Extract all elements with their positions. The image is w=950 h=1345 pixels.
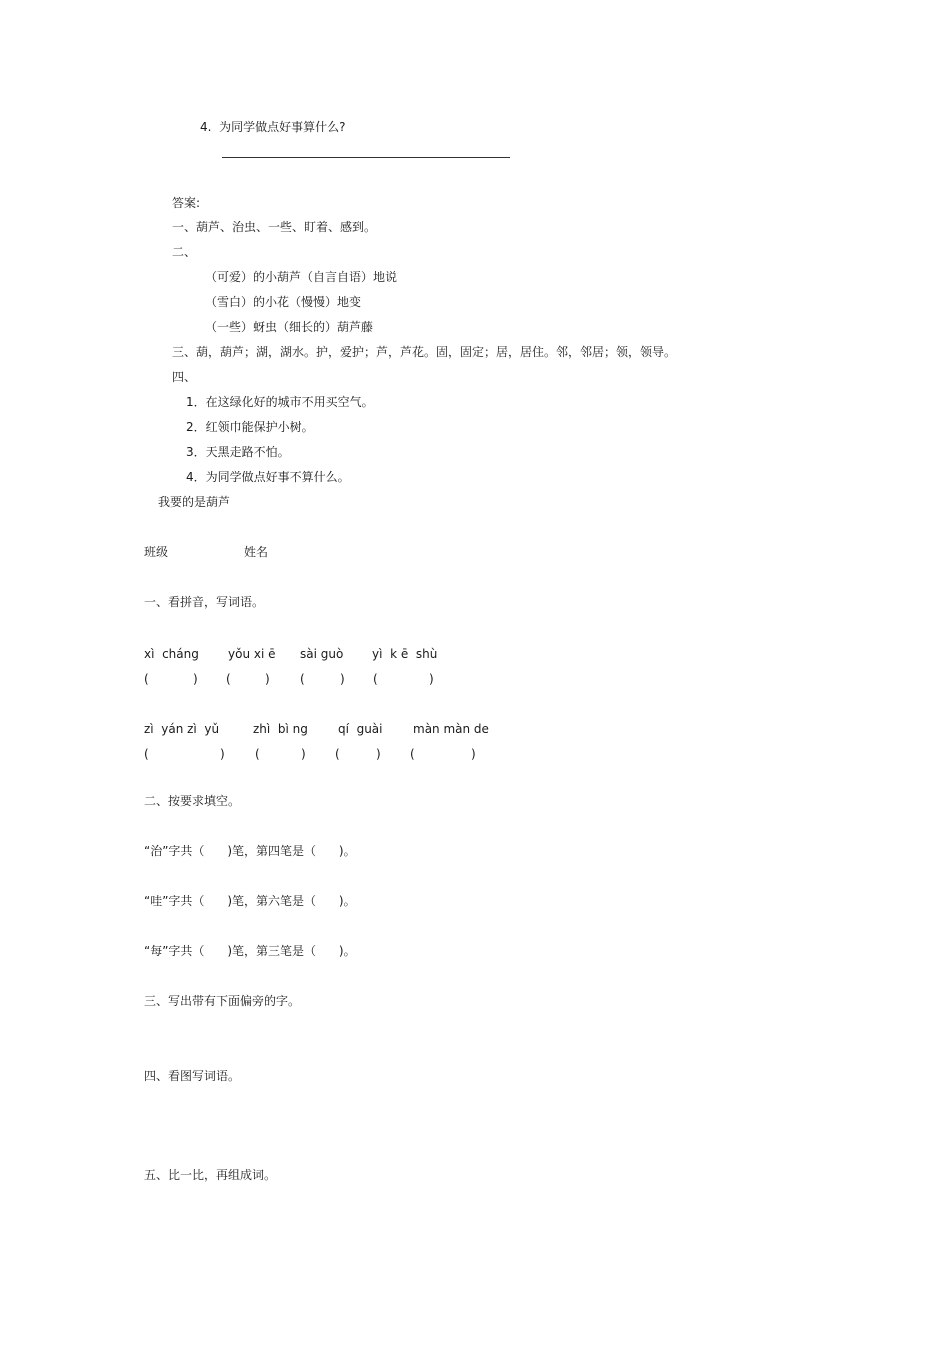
name-label: 姓名 xyxy=(244,545,269,559)
answers-heading: 答案: xyxy=(172,196,201,210)
answers-section-2-label: 二、 xyxy=(172,245,197,259)
answers-section-1: 一、葫芦、治虫、一些、盯着、感到。 xyxy=(172,220,377,234)
blank-2-open: ( xyxy=(226,672,231,686)
blank-3-open: ( xyxy=(300,672,305,686)
blank-8-open: ( xyxy=(410,747,415,761)
answers-section-2-line: （雪白）的小花（慢慢）地变 xyxy=(205,295,362,309)
blank-6-open: ( xyxy=(255,747,260,761)
answers-section-4-label: 四、 xyxy=(172,370,197,384)
top-question: 4. 为同学做点好事算什么? xyxy=(200,120,346,134)
answers-section-4-line: 3．天黑走路不怕。 xyxy=(186,445,290,459)
blank-5-close: ) xyxy=(220,747,225,761)
pinyin-6: zhì bì ng xyxy=(253,722,308,736)
q5-heading: 五、比一比，再组成词。 xyxy=(144,1168,277,1182)
blank-5-open: ( xyxy=(144,747,149,761)
pinyin-8: màn màn de xyxy=(413,722,489,736)
answers-section-4-line: 2．红领巾能保护小树。 xyxy=(186,420,314,434)
blank-1-open: ( xyxy=(144,672,149,686)
answers-section-4-line: 4．为同学做点好事不算什么。 xyxy=(186,470,350,484)
pinyin-7: qí guài xyxy=(338,722,383,736)
answer-underline xyxy=(222,157,510,158)
worksheet-title: 我要的是葫芦 xyxy=(158,495,231,509)
answers-section-4-line: 1．在这绿化好的城市不用买空气。 xyxy=(186,395,374,409)
answers-section-2-line: （一些）蚜虫（细长的）葫芦藤 xyxy=(205,320,374,334)
pinyin-3: sài guò xyxy=(300,647,344,661)
q4-heading: 四、看图写词语。 xyxy=(144,1069,241,1083)
answers-section-3: 三、葫，葫芦；湖，湖水。护，爱护；芦，芦花。固，固定；居，居住。邻，邻居；领，领导。 xyxy=(172,345,677,359)
answers-section-2-line: （可爱）的小葫芦（自言自语）地说 xyxy=(205,270,398,284)
pinyin-2: yǒu xi ē xyxy=(228,647,276,661)
blank-4-open: ( xyxy=(373,672,378,686)
class-label: 班级 xyxy=(144,545,169,559)
pinyin-1: xì cháng xyxy=(144,647,199,661)
q2-heading: 二、按要求填空。 xyxy=(144,794,241,808)
blank-7-open: ( xyxy=(335,747,340,761)
pinyin-4: yì k ē shù xyxy=(372,647,438,661)
q2-item: “每”字共（ )笔，第三笔是（ )。 xyxy=(144,944,356,958)
blank-3-close: ) xyxy=(340,672,345,686)
blank-4-close: ) xyxy=(429,672,434,686)
pinyin-5: zì yán zì yǔ xyxy=(144,722,220,736)
q1-heading: 一、看拼音，写词语。 xyxy=(144,595,265,609)
blank-8-close: ) xyxy=(471,747,476,761)
blank-7-close: ) xyxy=(376,747,381,761)
blank-1-close: ) xyxy=(193,672,198,686)
q3-heading: 三、写出带有下面偏旁的字。 xyxy=(144,994,301,1008)
q2-item: “哇”字共（ )笔，第六笔是（ )。 xyxy=(144,894,356,908)
q2-item: “治”字共（ )笔，第四笔是（ )。 xyxy=(144,844,356,858)
blank-2-close: ) xyxy=(265,672,270,686)
blank-6-close: ) xyxy=(301,747,306,761)
